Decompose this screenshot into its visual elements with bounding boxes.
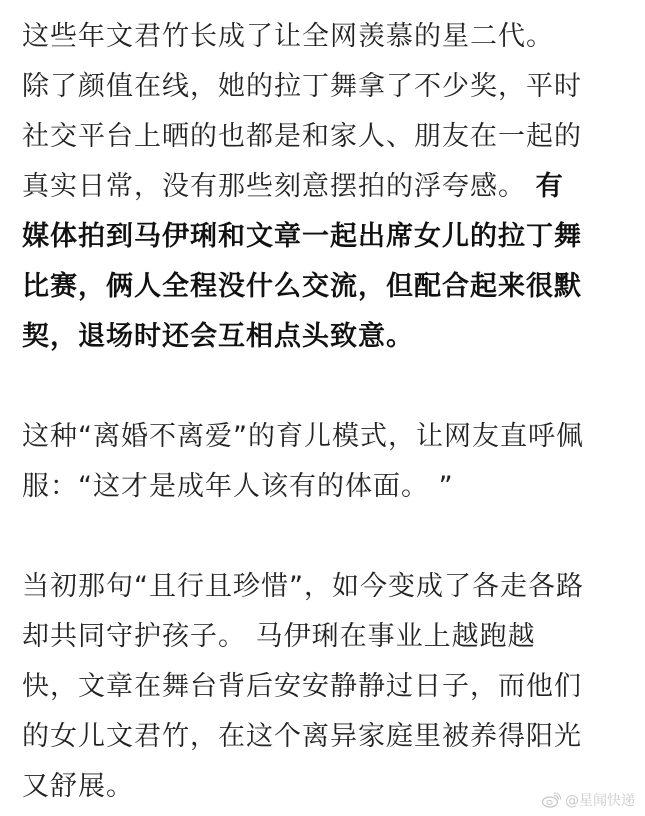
paragraph-spacer [22, 362, 634, 412]
watermark [541, 790, 635, 810]
weibo-logo-icon [541, 792, 561, 808]
text-line: 快，文章在舞台背后安安静静过日子，而他们 [22, 671, 582, 702]
text-line: 除了颜值在线，她的拉丁舞拿了不少奖，平时 [22, 71, 582, 102]
text-line: 当初那句“且行且珍惜”，如今变成了各走各路 [22, 571, 584, 602]
text-line: 社交平台上晒的也都是和家人、朋友在一起的 [22, 121, 582, 152]
paragraph-spacer [22, 512, 634, 562]
text-line: 这种“离婚不离爱”的育儿模式，让网友直呼佩 [22, 421, 584, 452]
bold-text-line: 媒体拍到马伊琍和文章一起出席女儿的拉丁舞 [22, 221, 582, 252]
text-line: 却共同守护孩子。 马伊琍在事业上越跑越 [22, 621, 536, 652]
text-line: 的女儿文君竹，在这个离异家庭里被养得阳光 [22, 721, 582, 752]
watermark-text: @星闻快递 [565, 793, 635, 809]
bold-text-line: 比赛，俩人全程没什么交流，但配合起来很默 [22, 271, 582, 302]
paragraph-3 [22, 562, 634, 812]
bold-text-segment: 有 [535, 171, 564, 202]
text-line [22, 162, 634, 212]
paragraph-2 [22, 412, 634, 512]
text-segment: 真实日常，没有那些刻意摆拍的浮夸感。 [22, 171, 536, 202]
paragraph-1 [22, 12, 634, 362]
text-line: 这些年文君竹长成了让全网羡慕的星二代。 [22, 21, 554, 52]
text-line: 又舒展。 [22, 771, 134, 802]
text-line: 服：“这才是成年人该有的体面。 ” [22, 471, 454, 502]
article-body [22, 12, 634, 812]
bold-text-line: 契，退场时还会互相点头致意。 [22, 321, 414, 352]
